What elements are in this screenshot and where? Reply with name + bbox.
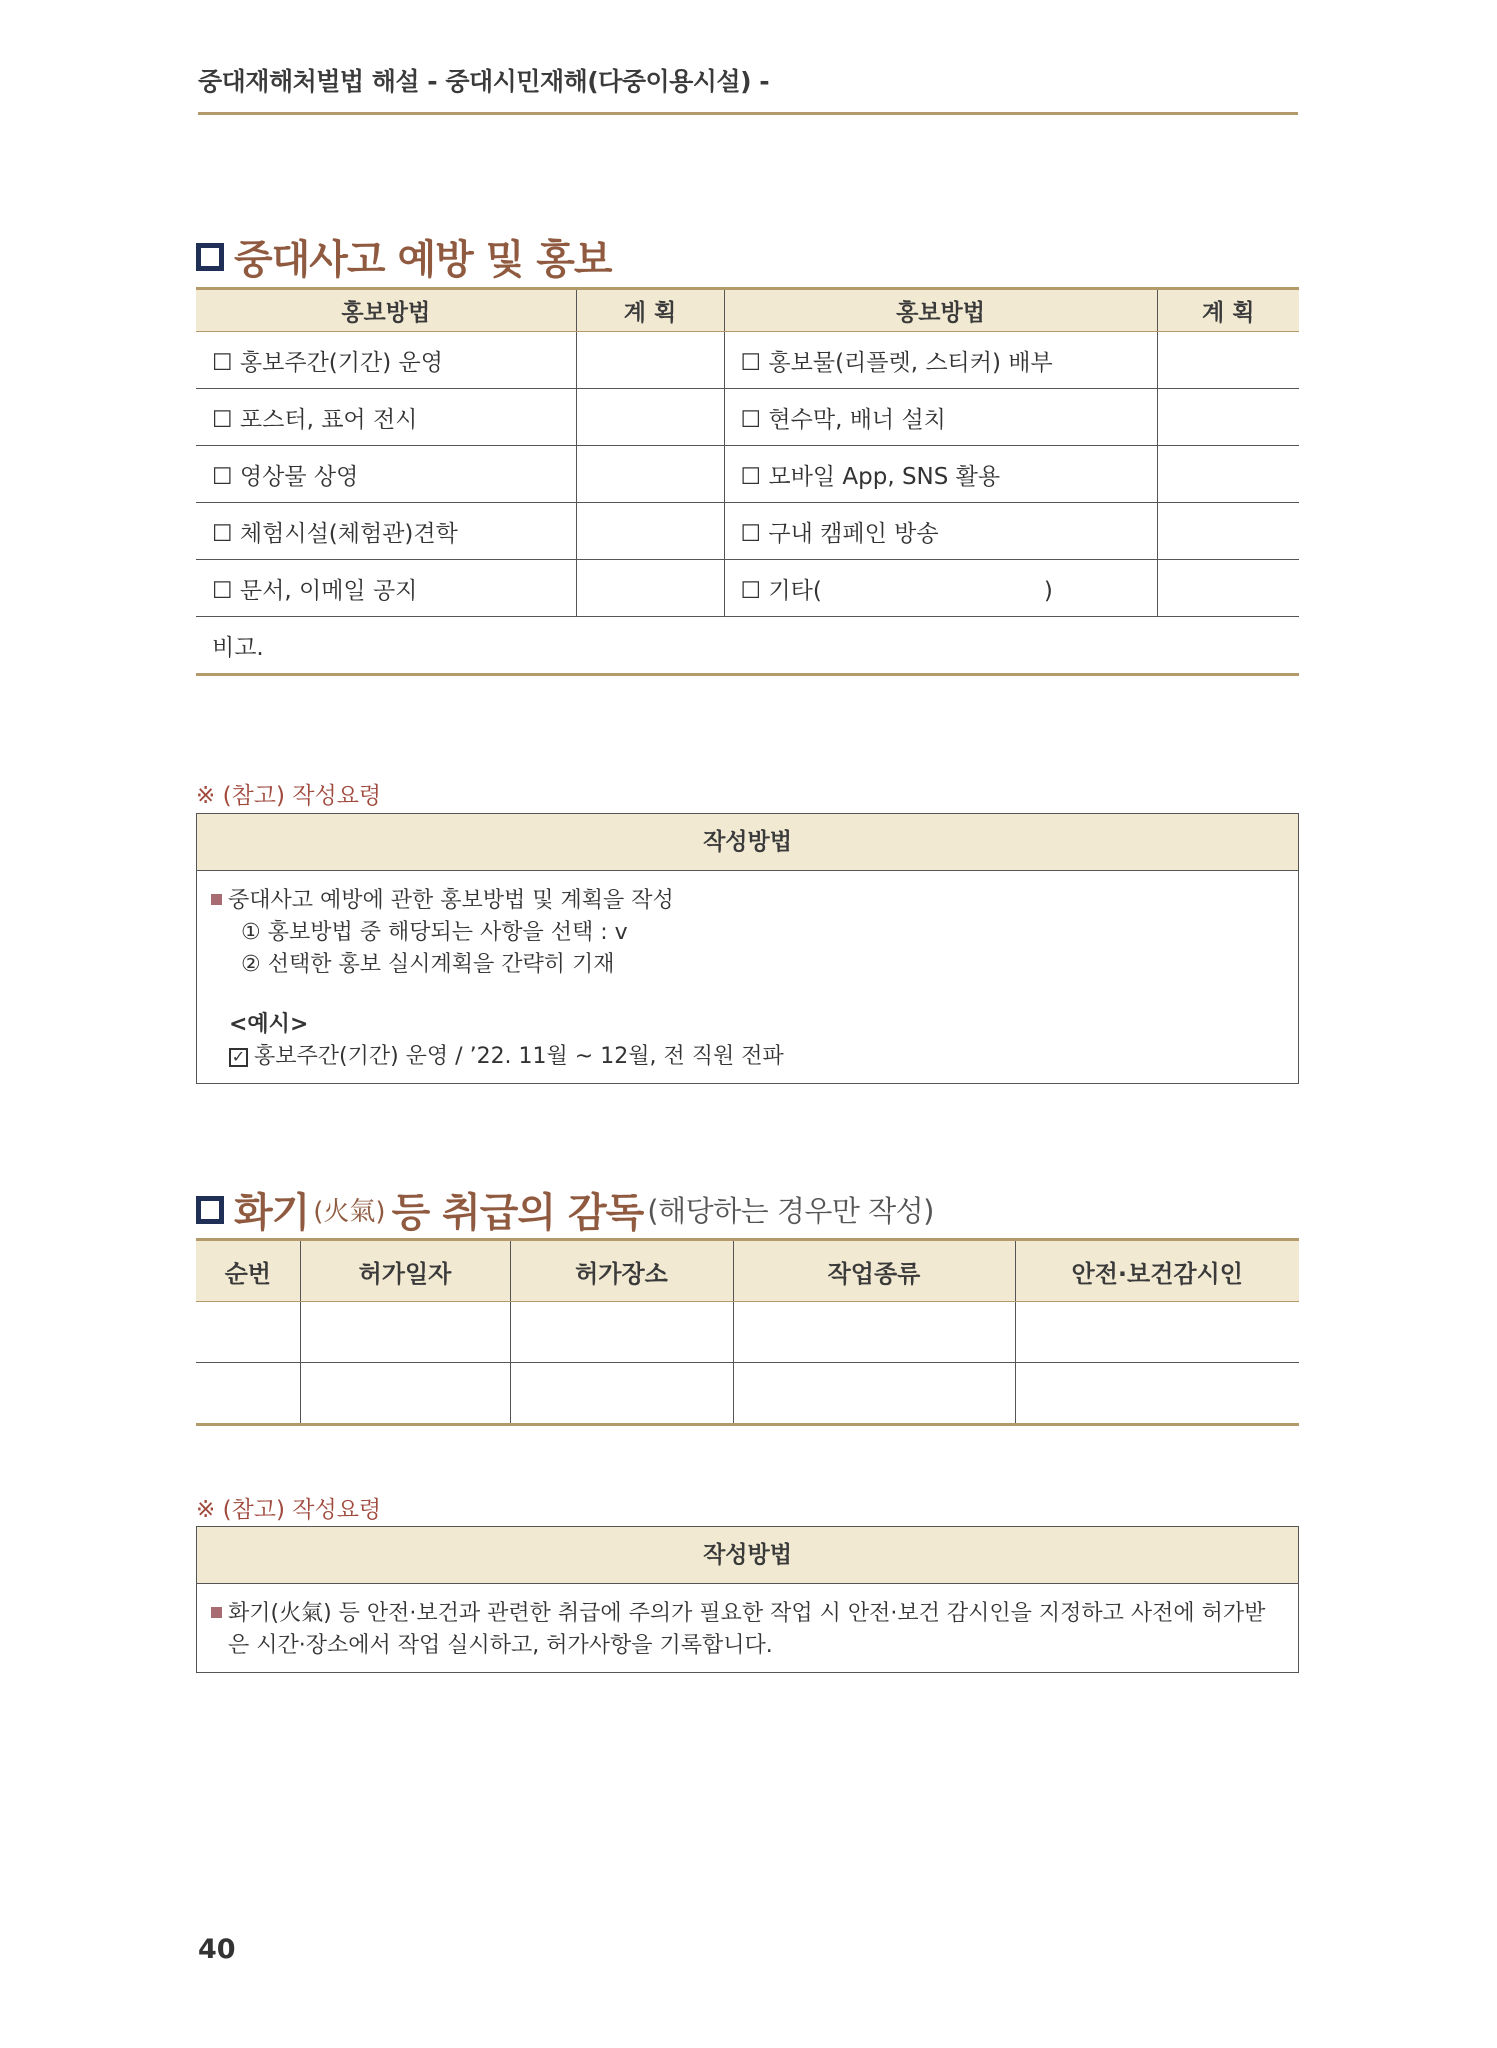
- page-number: 40: [198, 1934, 236, 1965]
- method-cell: ☐ 포스터, 표어 전시: [196, 389, 576, 446]
- section-title-main: 화기: [234, 1190, 310, 1236]
- method-cell: ☐ 홍보물(리플렛, 스티커) 배부: [724, 332, 1157, 389]
- section-title-hanja: (火氣): [313, 1197, 386, 1227]
- square-bullet-icon: [211, 1607, 222, 1618]
- column-header: 안전·보건감시인: [1015, 1240, 1299, 1302]
- plan-cell[interactable]: [576, 446, 724, 503]
- method-cell: ☐ 체험시설(체험관)견학: [196, 503, 576, 560]
- section-title-note: (해당하는 경우만 작성): [647, 1194, 934, 1228]
- method-body: [197, 871, 1298, 1083]
- method-cell: ☐ 홍보주간(기간) 운영: [196, 332, 576, 389]
- example-text: 홍보주간(기간) 운영 / ’22. 11월 ~ 12월, 전 직원 전파: [254, 1044, 784, 1069]
- table-cell[interactable]: [300, 1363, 510, 1425]
- plan-cell[interactable]: [1157, 560, 1299, 617]
- plan-cell[interactable]: [1157, 446, 1299, 503]
- example-line: [211, 1041, 1284, 1073]
- column-header: 작업종류: [733, 1240, 1015, 1302]
- plan-cell[interactable]: [1157, 389, 1299, 446]
- column-header: 계 획: [576, 289, 724, 332]
- running-header: 중대재해처벌법 해설 - 중대시민재해(다중이용시설) -: [198, 67, 770, 96]
- square-bullet-icon: [196, 1196, 224, 1224]
- remark-cell[interactable]: 비고.: [196, 617, 1299, 675]
- plan-cell[interactable]: [1157, 503, 1299, 560]
- reference-label: ※ (참고) 작성요령: [196, 783, 382, 809]
- reference-label: ※ (참고) 작성요령: [196, 1497, 382, 1523]
- section-title-prevention: [196, 228, 612, 285]
- column-header: 순번: [196, 1240, 300, 1302]
- header-rule: [198, 112, 1298, 115]
- method-cell: ☐ 모바일 App, SNS 활용: [724, 446, 1157, 503]
- section-title-fire: [196, 1181, 934, 1238]
- method-cell: ☐ 영상물 상영: [196, 446, 576, 503]
- table-cell[interactable]: [300, 1302, 510, 1363]
- column-header: 계 획: [1157, 289, 1299, 332]
- other-label: ☐ 기타(: [740, 577, 822, 604]
- section-title-rest: 등 취급의 감독: [391, 1190, 644, 1236]
- method-step: ① 홍보방법 중 해당되는 사항을 선택 : v: [241, 920, 628, 945]
- table-row: [196, 503, 1299, 560]
- column-header: 홍보방법: [724, 289, 1157, 332]
- table-cell[interactable]: [733, 1363, 1015, 1425]
- plan-cell[interactable]: [1157, 332, 1299, 389]
- table-cell[interactable]: [1015, 1363, 1299, 1425]
- table-row: [196, 1363, 1299, 1425]
- plan-cell[interactable]: [576, 332, 724, 389]
- method-bullet-text: 화기(火氣) 등 안전·보건과 관련한 취급에 주의가 필요한 작업 시 안전·보건 감시인을 지정하고 사전에 허가받은 시간·장소에서 작업 실시하고, 허가사항을 기록합니다.: [228, 1601, 1266, 1658]
- table-cell[interactable]: [510, 1302, 733, 1363]
- method-cell: ☐ 구내 캠페인 방송: [724, 503, 1157, 560]
- section-title-text: 중대사고 예방 및 홍보: [234, 237, 612, 283]
- method-header: 작성방법: [197, 1527, 1298, 1584]
- plan-cell[interactable]: [576, 560, 724, 617]
- method-cell: ☐ 문서, 이메일 공지: [196, 560, 576, 617]
- plan-cell[interactable]: [576, 503, 724, 560]
- method-body: [197, 1584, 1298, 1672]
- method-header: 작성방법: [197, 814, 1298, 871]
- example-title: <예시>: [229, 1012, 309, 1037]
- fire-supervision-table: [196, 1238, 1299, 1426]
- method-cell: ☐ 현수막, 배너 설치: [724, 389, 1157, 446]
- promotion-table: [196, 287, 1299, 676]
- square-bullet-icon: [196, 243, 224, 271]
- remark-row: [196, 617, 1299, 675]
- table-row: [196, 389, 1299, 446]
- method-cell-other: [724, 560, 1157, 617]
- method-step: ② 선택한 홍보 실시계획을 간략히 기재: [241, 952, 615, 977]
- table-row: [196, 332, 1299, 389]
- square-bullet-icon: [211, 894, 222, 905]
- method-box-fire: [196, 1526, 1299, 1673]
- table-cell[interactable]: [510, 1363, 733, 1425]
- other-close: ): [1043, 577, 1053, 604]
- table-cell[interactable]: [1015, 1302, 1299, 1363]
- table-cell[interactable]: [196, 1302, 300, 1363]
- checkbox-checked-icon: ✓: [229, 1048, 248, 1067]
- table-cell[interactable]: [733, 1302, 1015, 1363]
- column-header: 허가일자: [300, 1240, 510, 1302]
- table-cell[interactable]: [196, 1363, 300, 1425]
- column-header: 홍보방법: [196, 289, 576, 332]
- plan-cell[interactable]: [576, 389, 724, 446]
- method-bullet-text: 중대사고 예방에 관한 홍보방법 및 계획을 작성: [228, 888, 674, 913]
- method-box-prevention: [196, 813, 1299, 1084]
- table-row: [196, 1302, 1299, 1363]
- table-row: [196, 446, 1299, 503]
- table-row: [196, 560, 1299, 617]
- column-header: 허가장소: [510, 1240, 733, 1302]
